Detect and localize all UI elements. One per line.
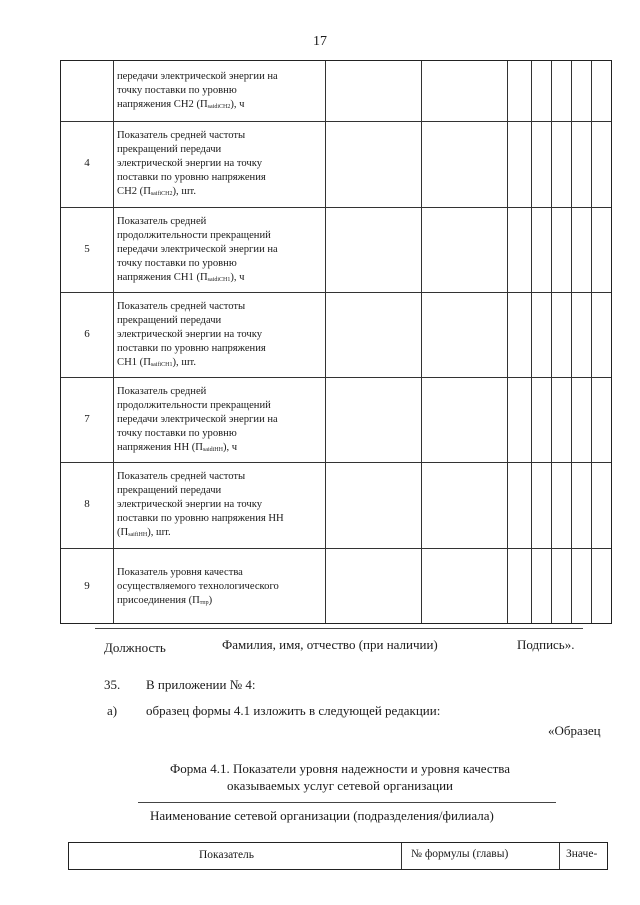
indicator-name: Показатель средней продолжительности прекращений передачи электрической энергии на точку поставки по уровню напряжения СН1 $(П_{saidiСН1})$, ч [117,215,278,283]
header-value: Значе- [566,848,598,860]
row-divider [61,548,611,549]
indicator-name: Показатель средней частоты прекращений передачи электрической энергии на точку поставки по уровню напряжения СН1 $(П_{saifiСН1})$, шт. [117,300,266,368]
signature-rule [95,628,583,629]
indicator-name: передачи электрической энергии на точку поставки по уровню напряжения СН2 $(П_{saidiСН2})$, ч [117,71,278,110]
indicator-name: Показатель средней частоты прекращений передачи электрической энергии на точку поставки по уровню напряжения СН2 $(П_{saifiСН2})$, шт. [117,130,266,197]
col-divider [531,61,532,623]
row-divider [61,292,611,293]
item-a-number: а) [107,703,118,718]
row-number: 7 [84,412,90,425]
fullname-label: Фамилия, имя, отчество (при наличии) [222,637,438,652]
form-title-line1: Форма 4.1. Показатели уровня надежности и уровня качества [169,761,511,776]
col-divider [551,61,552,623]
row-divider [61,121,611,122]
col-divider [507,61,508,623]
position-label: Должность [104,640,166,655]
col-divider [571,61,572,623]
indicator-name: Показатель уровня качества осуществляемого технологического присоединения $(П_{тпр})$ [117,566,279,606]
row-number: 5 [84,242,90,255]
row-divider [61,207,611,208]
signature-label: Подпись». [517,637,575,652]
item-35-text: В приложении № 4: [146,677,256,692]
page-number: 17 [313,34,327,49]
item-35-number: 35. [104,677,121,692]
row-number: 8 [84,498,90,510]
col-divider [421,61,422,623]
org-name-label: Наименование сетевой организации (подразделения/филиала) [150,808,494,823]
form-title-line2: оказываемых услуг сетевой организации [226,778,453,793]
org-rule [138,802,556,803]
row-divider [61,462,611,463]
col-divider [559,843,560,869]
col-divider [113,61,114,623]
header-formula: № формулы (главы) [411,848,509,860]
row-number: 4 [84,157,90,169]
indicator-name: Показатель средней частоты прекращений передачи электрической энергии на точку поставки по уровню напряжения НН $(П_{saifiНН})$, шт. [117,471,284,538]
col-divider [591,61,592,623]
sample-label: «Образец [548,723,601,738]
form-title [140,760,540,794]
header-indicator: Показатель [199,849,255,861]
indicator-name: Показатель средней продолжительности прекращений передачи электрической энергии на точку поставки по уровню напряжения НН $(П_{saidiНН})$, ч [117,385,278,453]
row-divider [61,377,611,378]
col-divider [401,843,402,869]
row-number: 6 [84,327,90,340]
item-a-text: образец формы 4.1 изложить в следующей редакции: [146,703,441,718]
indicators-table [60,60,612,624]
form-table-header [68,842,608,870]
row-number: 9 [84,579,90,592]
